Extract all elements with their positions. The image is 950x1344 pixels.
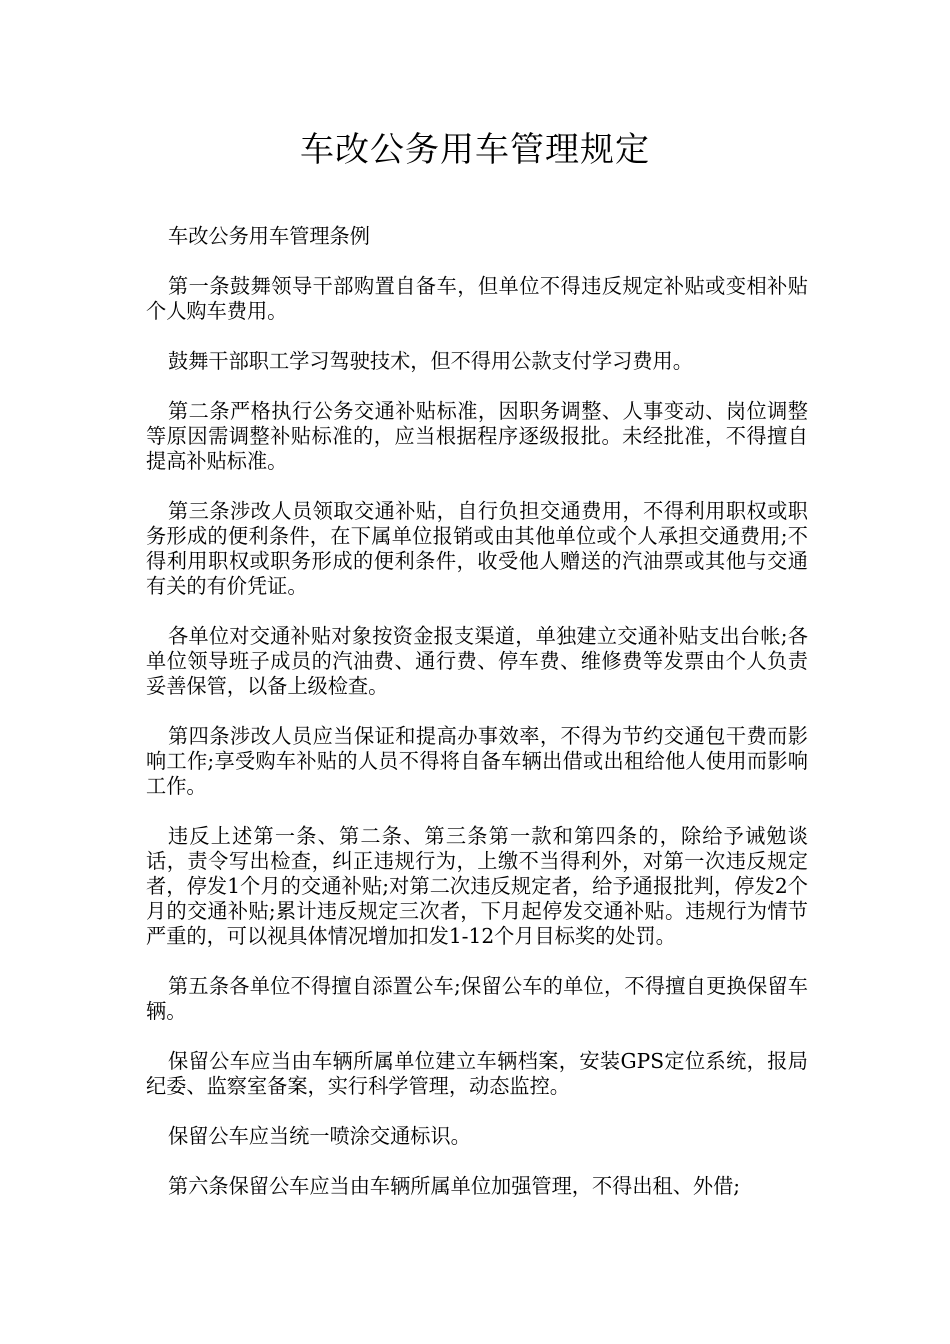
document-title: 车改公务用车管理规定 — [300, 130, 650, 170]
paragraph-article-6: 第六条保留公车应当由车辆所属单位加强管理，不得出租、外借; — [168, 1174, 741, 1198]
paragraph-subtitle: 车改公务用车管理条例 — [168, 224, 370, 248]
paragraph-article-4: 第四条涉改人员应当保证和提高办事效率，不得为节约交通包干费而影响工作;享受购车补贴的人员不得将自备车辆出借或出租给他人使用而影响工作。 — [146, 724, 808, 798]
paragraph-article-2: 第二条严格执行公务交通补贴标准，因职务调整、人事变动、岗位调整等原因需调整补贴标准的，应当根据程序逐级报批。未经批准，不得擅自提高补贴标准。 — [146, 399, 808, 473]
paragraph: 保留公车应当由车辆所属单位建立车辆档案，安装GPS定位系统，报局纪委、监察室备案，实行科学管理，动态监控。 — [146, 1049, 808, 1098]
paragraph-article-3: 第三条涉改人员领取交通补贴，自行负担交通费用，不得利用职权或职务形成的便利条件，在下属单位报销或由其他单位或个人承担交通费用;不得利用职权或职务形成的便利条件，收受他人赠送的汽油票或其他与交通有关的有价凭证。 — [146, 499, 808, 598]
paragraph-penalties: 违反上述第一条、第二条、第三条第一款和第四条的，除给予诫勉谈话，责令写出检查，纠正违规行为，上缴不当得利外，对第一次违反规定者，停发1个月的交通补贴;对第二次违反规定者，给予通报批判，停发2个月的交通补贴;累计违反规定三次者，下月起停发交通补贴。违规行为情节严重的，可以视具体情况增加扣发1-12个月目标奖的处罚。 — [146, 824, 808, 948]
paragraph: 各单位对交通补贴对象按资金报支渠道，单独建立交通补贴支出台帐;各单位领导班子成员的汽油费、通行费、停车费、维修费等发票由个人负责妥善保管，以备上级检查。 — [146, 624, 808, 698]
paragraph-article-1: 第一条鼓舞领导干部购置自备车，但单位不得违反规定补贴或变相补贴个人购车费用。 — [146, 274, 808, 323]
document-body — [146, 224, 808, 1224]
paragraph: 鼓舞干部职工学习驾驶技术，但不得用公款支付学习费用。 — [168, 349, 693, 373]
paragraph-article-5: 第五条各单位不得擅自添置公车;保留公车的单位，不得擅自更换保留车辆。 — [146, 974, 808, 1023]
paragraph: 保留公车应当统一喷涂交通标识。 — [168, 1124, 471, 1148]
